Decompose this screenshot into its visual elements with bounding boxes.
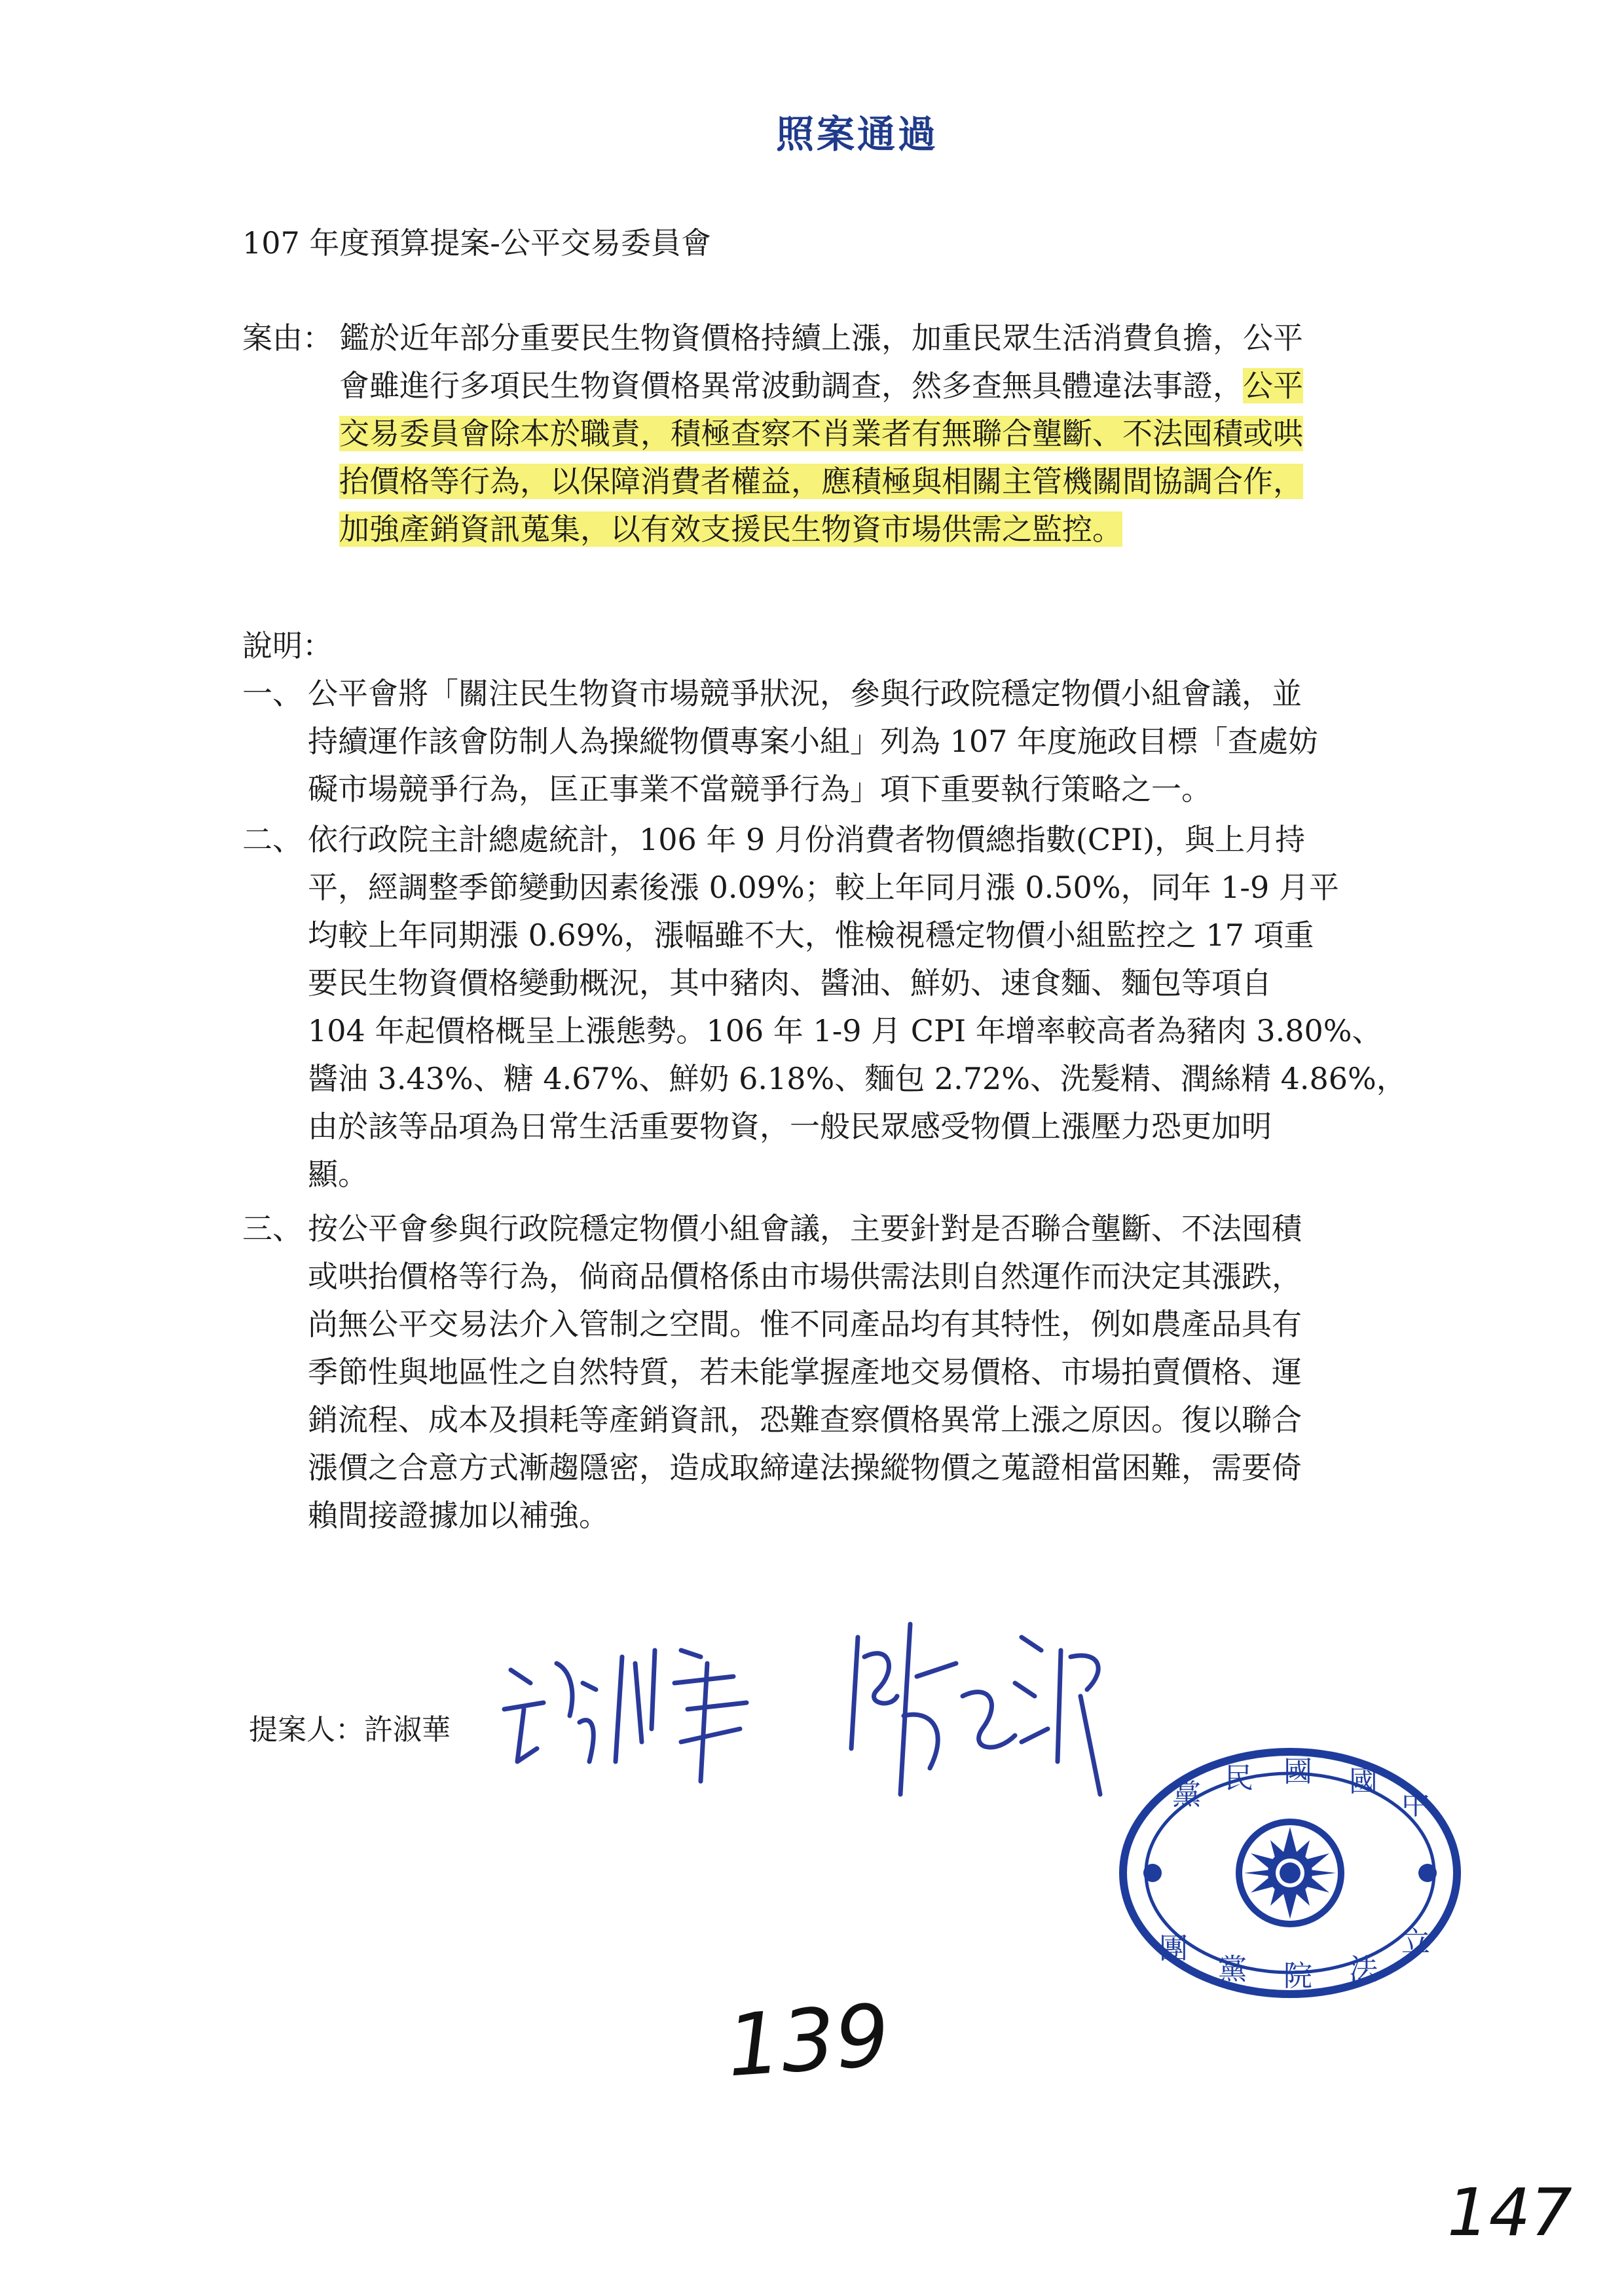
reason-line xyxy=(339,410,1303,453)
item-line: 季節性與地區性之自然特質，若未能掌握產地交易價格、市場拍賣價格、運 xyxy=(308,1354,1302,1390)
reason-line xyxy=(339,506,1122,549)
item-line: 要民生物資價格變動概況，其中豬肉、醬油、鮮奶、速食麵、麵包等項自 xyxy=(308,965,1272,1001)
highlighted-text: 公平 xyxy=(1243,368,1303,403)
svg-text:民: 民 xyxy=(1225,1762,1253,1795)
item-line: 持續運作該會防制人為操縱物價專案小組」列為 107 年度施政目標「查處妨 xyxy=(308,724,1319,759)
approved-stamp: 照案通過 xyxy=(776,112,939,157)
svg-text:黨: 黨 xyxy=(1172,1778,1201,1811)
explanation-label: 說明： xyxy=(242,628,333,663)
reason-line xyxy=(339,458,1303,501)
item-line: 由於該等品項為日常生活重要物資，一般民眾感受物價上漲壓力恐更加明 xyxy=(308,1109,1272,1144)
handwritten-number: 139 xyxy=(724,1985,893,2096)
page-title: 107 年度預算提案-公平交易委員會 xyxy=(242,225,711,261)
svg-text:國: 國 xyxy=(1349,1765,1378,1798)
reason-label: 案由： xyxy=(242,320,333,356)
highlighted-text: 加強產銷資訊蒐集，以有效支援民生物資市場供需之監控。 xyxy=(339,511,1122,547)
item-line: 104 年起價格概呈上漲態勢。106 年 1-9 月 CPI 年增率較高者為豬肉 3.80%、 xyxy=(308,1013,1382,1048)
svg-text:國: 國 xyxy=(1283,1755,1312,1788)
item-number: 二、 xyxy=(242,822,303,857)
signature-image xyxy=(825,1598,1139,1814)
item-line: 依行政院主計總處統計，106 年 9 月份消費者物價總指數(CPI)，與上月持 xyxy=(308,822,1306,857)
proposer-label: 提案人：許淑華 xyxy=(249,1713,451,1747)
svg-text:中: 中 xyxy=(1401,1788,1430,1821)
svg-text:院: 院 xyxy=(1283,1959,1312,1993)
signature-image xyxy=(485,1611,799,1794)
item-number: 三、 xyxy=(242,1211,303,1246)
item-line: 平，經調整季節變動因素後漲 0.09%；較上年同月漲 0.50%，同年 1-9 月平 xyxy=(308,870,1339,905)
item-line: 或哄抬價格等行為，倘商品價格係由市場供需法則自然運作而決定其漲跌， xyxy=(308,1259,1302,1294)
item-line: 按公平會參與行政院穩定物價小組會議，主要針對是否聯合壟斷、不法囤積 xyxy=(308,1211,1302,1246)
highlighted-text: 抬價格等行為，以保障消費者權益，應積極與相關主管機關間協調合作， xyxy=(339,464,1303,499)
party-seal xyxy=(1113,1742,1467,2004)
page-number: 147 xyxy=(1447,2174,1572,2251)
reason-line xyxy=(339,362,1303,405)
highlighted-text: 交易委員會除本於職責，積極查察不肖業者有無聯合壟斷、不法囤積或哄 xyxy=(339,416,1303,451)
item-line: 顯。 xyxy=(308,1157,368,1192)
item-line: 公平會將「關注民生物資市場競爭狀況，參與行政院穩定物價小組會議，並 xyxy=(308,676,1302,711)
reason-line: 鑑於近年部分重要民生物資價格持續上漲，加重民眾生活消費負擔，公平 xyxy=(339,320,1303,356)
item-line: 銷流程、成本及損耗等產銷資訊，恐難查察價格異常上漲之原因。復以聯合 xyxy=(308,1402,1302,1437)
svg-text:法: 法 xyxy=(1349,1953,1378,1986)
item-line: 醬油 3.43%、糖 4.67%、鮮奶 6.18%、麵包 2.72%、洗髮精、潤絲精 4.86%， xyxy=(308,1061,1407,1096)
item-line: 均較上年同期漲 0.69%，漲幅雖不大，惟檢視穩定物價小組監控之 17 項重 xyxy=(308,917,1314,953)
item-line: 礙市場競爭行為，匡正事業不當競爭行為」項下重要執行策略之一。 xyxy=(308,771,1211,807)
item-line: 賴間接證據加以補強。 xyxy=(308,1498,609,1533)
reason-text: 會雖進行多項民生物資價格異常波動調查，然多查無具體違法事證， xyxy=(339,368,1243,403)
item-line: 尚無公平交易法介入管制之空間。惟不同產品均有其特性，例如農產品具有 xyxy=(308,1306,1302,1342)
svg-text:立: 立 xyxy=(1401,1925,1430,1959)
svg-text:黨: 黨 xyxy=(1218,1953,1247,1986)
item-number: 一、 xyxy=(242,676,303,711)
item-line: 漲價之合意方式漸趨隱密，造成取締違法操縱物價之蒐證相當困難，需要倚 xyxy=(308,1450,1302,1485)
svg-text:團: 團 xyxy=(1159,1932,1188,1965)
